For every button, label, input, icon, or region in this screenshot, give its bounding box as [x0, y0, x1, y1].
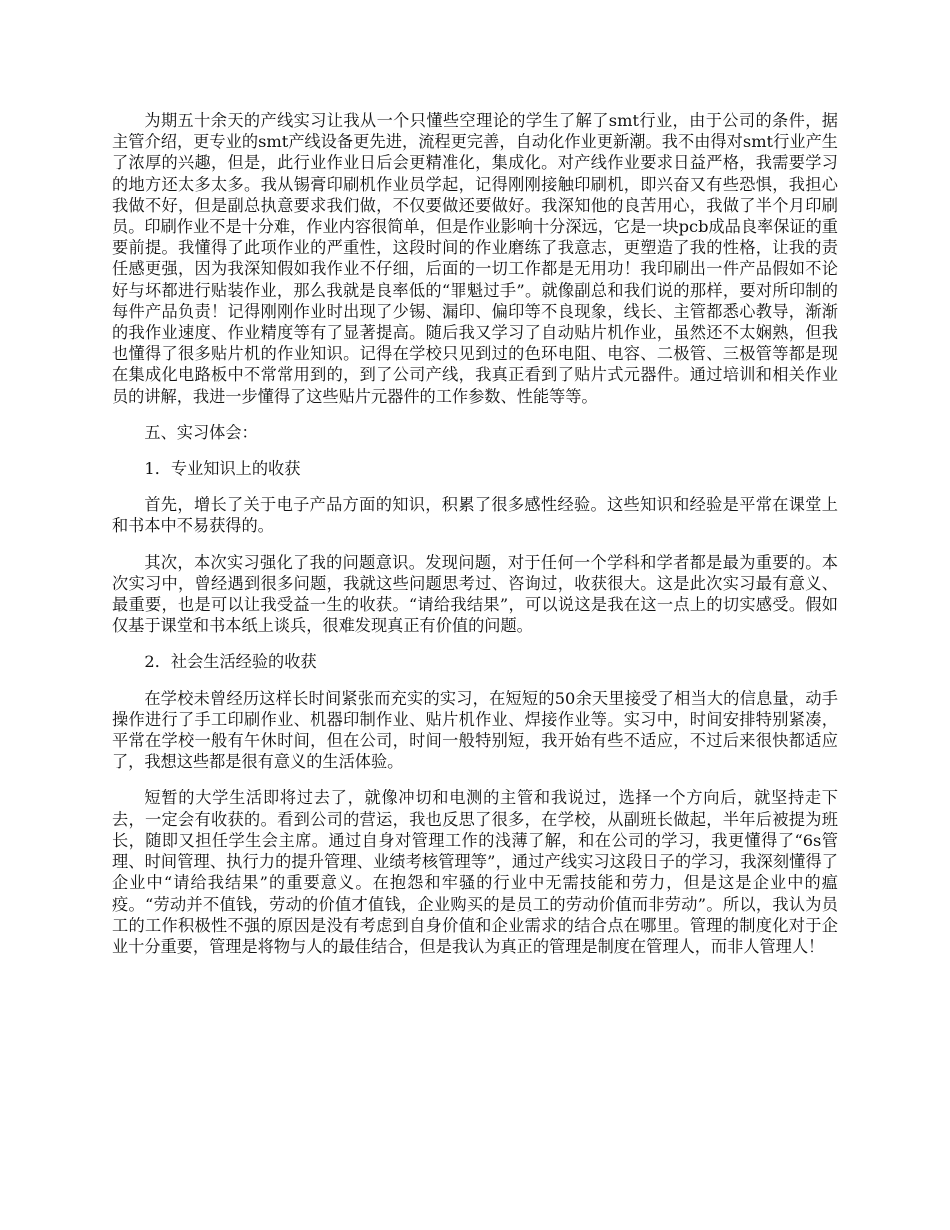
paragraph-knowledge-gain: 首先，增长了关于电子产品方面的知识，积累了很多感性经验。这些知识和经验是平常在课堂上和书本中不易获得的。 [112, 495, 838, 536]
document-page [112, 110, 838, 972]
section-heading-internship-reflections: 五、实习体会： [144, 422, 258, 442]
subheading-professional-knowledge: 1．专业知识上的收获 [144, 459, 301, 479]
subheading-social-experience: 2．社会生活经验的收获 [144, 652, 317, 672]
paragraph-life-experience: 在学校未曾经历这样长时间紧张而充实的实习，在短短的50余天里接受了相当大的信息量，动手操作进行了手工印刷作业、机器印制作业、贴片机作业、焊接作业等。实习中，时间安排特别紧凑，平常在学校一般有午休时间，但在公司，时间一般特别短，我开始有些不适应，不过后来很快都适应了，我想这些都是很有意义的生活体验。 [112, 688, 838, 772]
paragraph-problem-awareness: 其次，本次实习强化了我的问题意识。发现问题，对于任何一个学科和学者都是最为重要的。本次实习中，曾经遇到很多问题，我就这些问题思考过、咨询过，收获很大。这是此次实习最有意义、最重要，也是可以让我受益一生的收获。“请给我结果”，可以说这是我在这一点上的切实感受。假如仅基于课堂和书本纸上谈兵，很难发现真正有价值的问题。 [112, 552, 838, 636]
paragraph-internship-experience: 为期五十余天的产线实习让我从一个只懂些空理论的学生了解了smt行业，由于公司的条件，据主管介绍，更专业的smt产线设备更先进，流程更完善，自动化作业更新潮。我不由得对smt行业产生了浓厚的兴趣，但是，此行业作业日后会更精准化，集成化。对产线作业要求日益严格，我需要学习的地方还太多太多。我从锡膏印刷机作业员学起，记得刚刚接触印刷机，即兴奋又有些恐惧，我担心我做不好，但是副总执意要求我们做，不仅要做还要做好。我深知他的良苦用心，我做了半个月印刷员。印刷作业不是十分难，作业内容很简单，但是作业影响十分深远，它是一块pcb成品良率保证的重要前提。我懂得了此项作业的严重性，这段时间的作业磨练了我意志，更塑造了我的性格，让我的责任感更强，因为我深知假如我作业不仔细，后面的一切工作都是无用功！我印刷出一件产品假如不论好与坏都进行贴装作业，那么我就是良率低的“罪魁过手”。就像副总和我们说的那样，要对所印制的每件产品负责！记得刚刚作业时出现了少锡、漏印、偏印等不良现象，线长、主管都悉心教导，渐渐的我作业速度、作业精度等有了显著提高。随后我又学习了自动贴片机作业，虽然还不太娴熟，但我也懂得了很多贴片机的作业知识。记得在学校只见到过的色环电阻、电容、二极管、三极管等都是现在集成化电路板中不常常用到的，到了公司产线，我真正看到了贴片式元器件。通过培训和相关作业员的讲解，我进一步懂得了这些贴片元器件的工作参数、性能等等。 [112, 111, 838, 406]
paragraph-management-reflection: 短暂的大学生活即将过去了，就像冲切和电测的主管和我说过，选择一个方向后，就坚持走下去，一定会有收获的。看到公司的营运，我也反思了很多，在学校，从副班长做起，半年后被提为班长，随即又担任学生会主席。通过自身对管理工作的浅薄了解，和在公司的学习，我更懂得了“6s管理、时间管理、执行力的提升管理、业绩考核管理等”，通过产线实习这段日子的学习，我深刻懂得了企业中“请给我结果”的重要意义。在抱怨和牢骚的行业中无需技能和劳力，但是这是企业中的瘟疫。“劳动并不值钱，劳动的价值才值钱，企业购买的是员工的劳动价值而非劳动”。所以，我认为员工的工作积极性不强的原因是没有考虑到自身价值和企业需求的结合点在哪里。管理的制度化对于企业十分重要，管理是将物与人的最佳结合，但是我认为真正的管理是制度在管理人，而非人管理人！ [112, 788, 838, 956]
